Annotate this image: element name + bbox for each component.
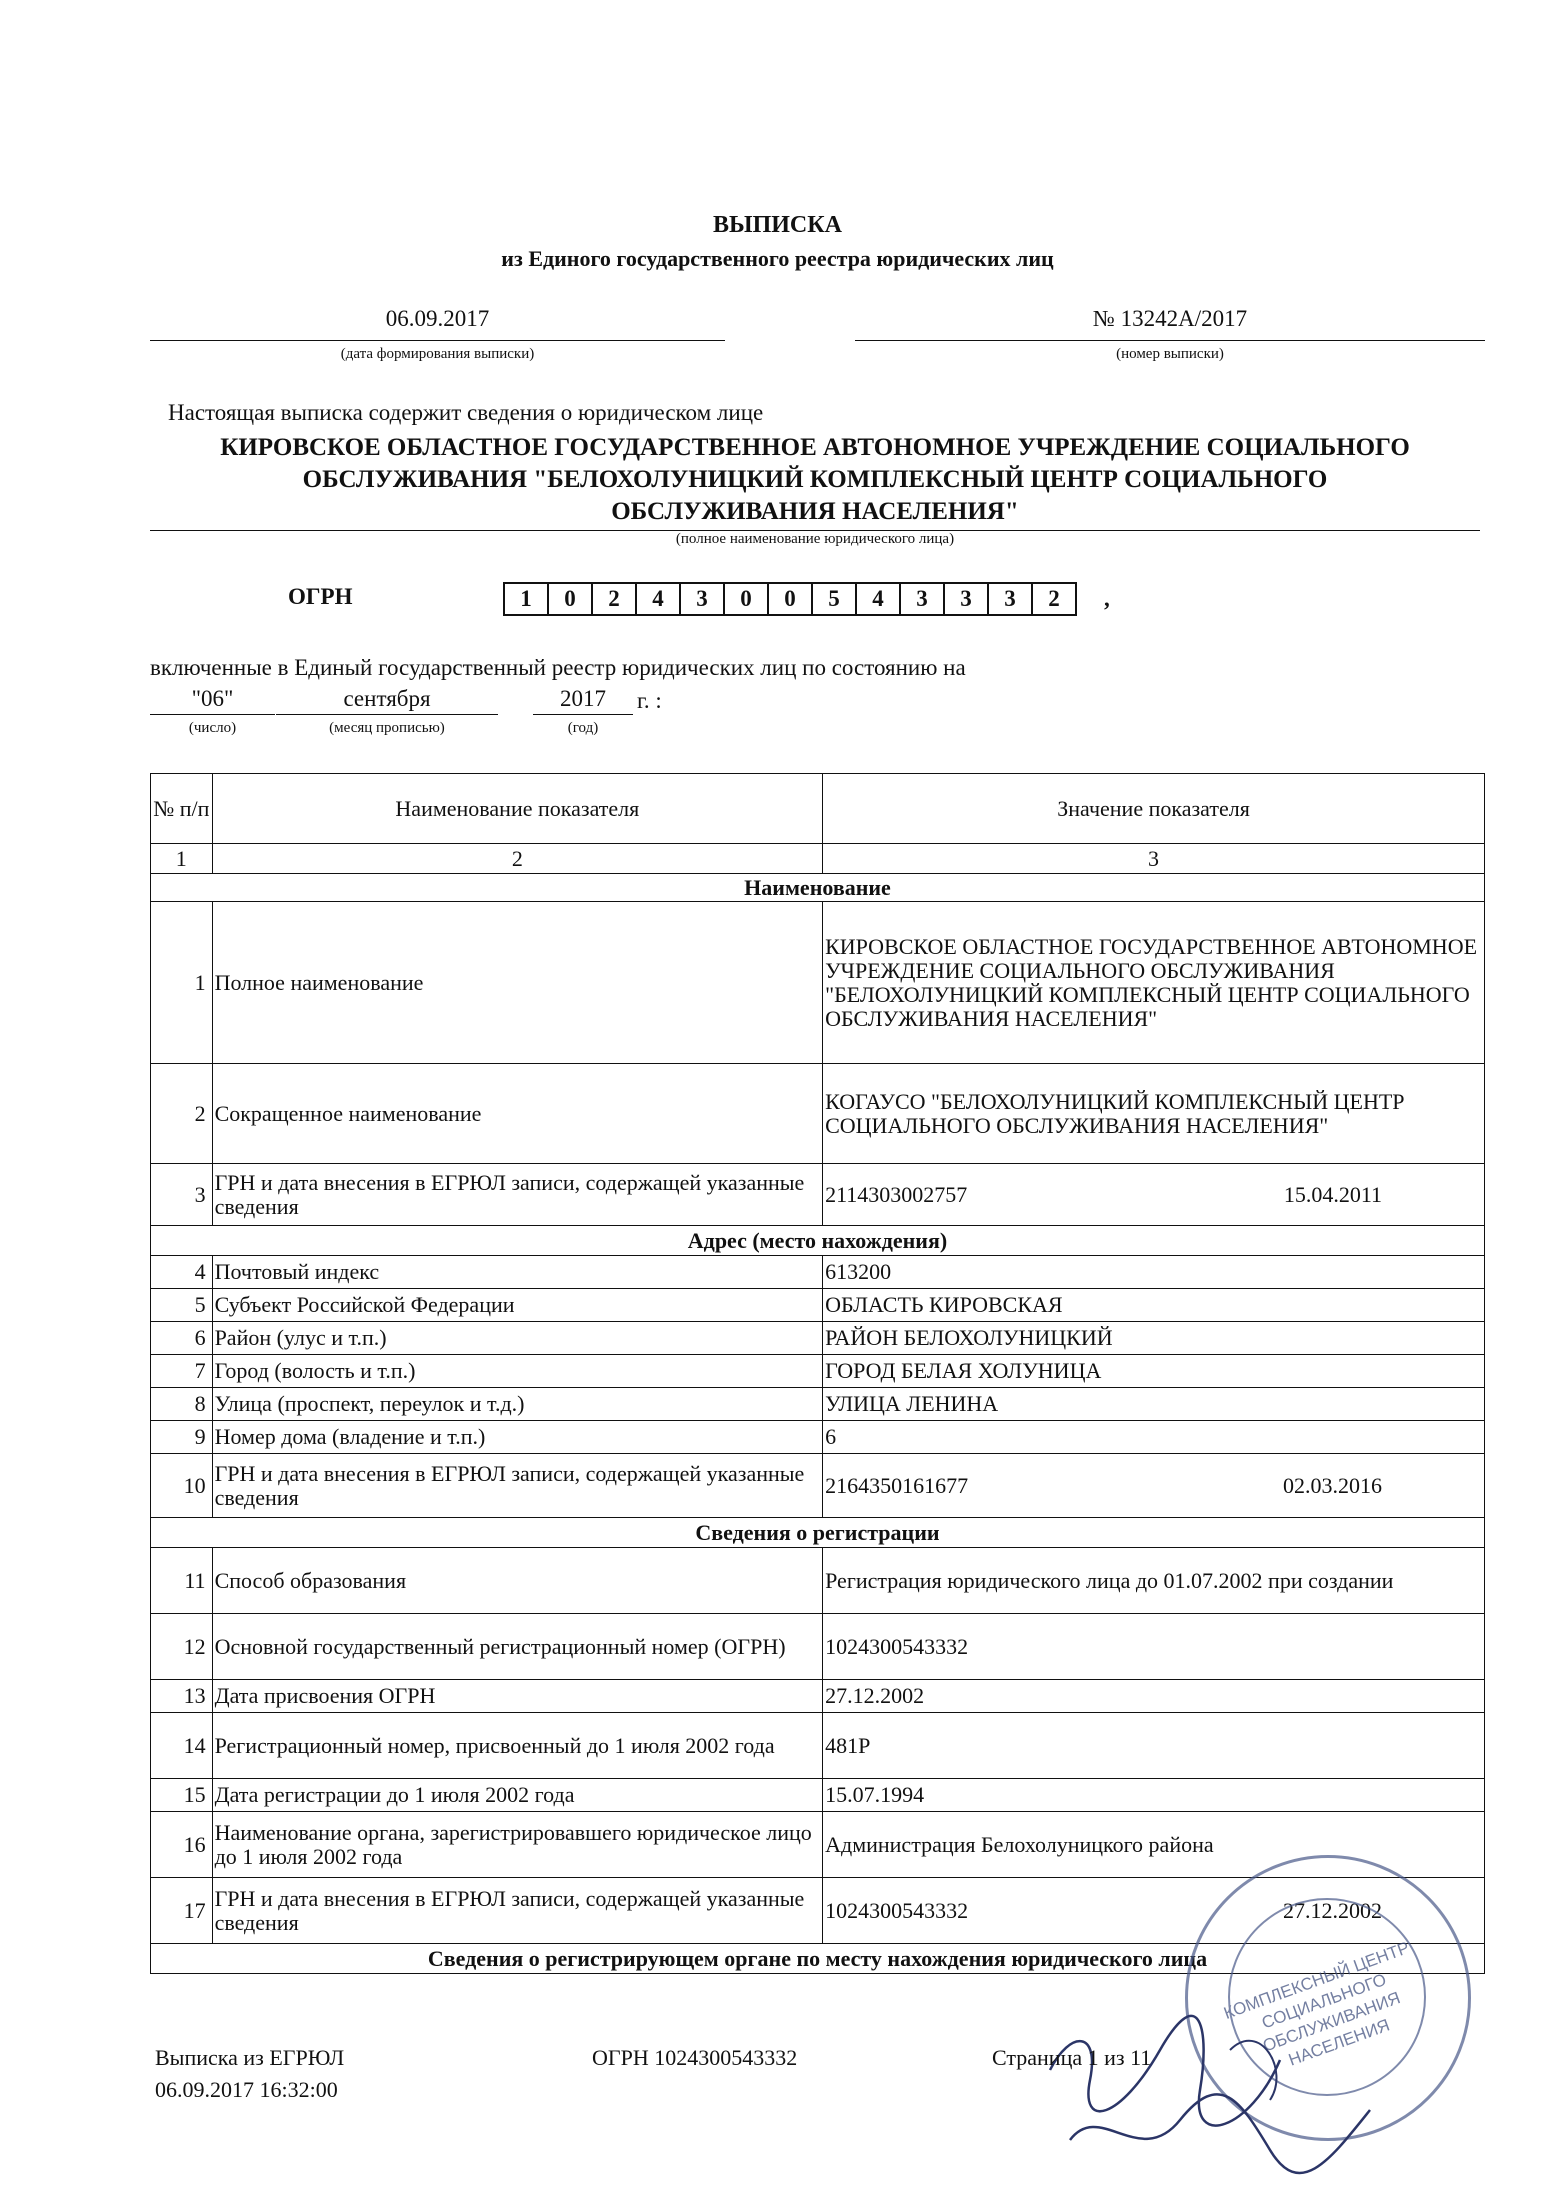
row-number: 13	[151, 1680, 213, 1713]
row-name: Наименование органа, зарегистрировавшего юридическое лицо до 1 июля 2002 года	[212, 1812, 823, 1878]
ogrn-digit-cells	[505, 582, 1077, 616]
row-name: Регистрационный номер, присвоенный до 1 июля 2002 года	[212, 1713, 823, 1779]
ogrn-digit: 0	[547, 582, 593, 616]
row-name: Дата присвоения ОГРН	[212, 1680, 823, 1713]
extract-number-caption: (номер выписки)	[1116, 346, 1224, 362]
state-month: сентября	[276, 686, 498, 715]
table-row	[151, 1421, 1485, 1454]
header-value: Значение показателя	[823, 774, 1485, 844]
table-row	[151, 1164, 1485, 1226]
row-number: 9	[151, 1421, 213, 1454]
table-row	[151, 1388, 1485, 1421]
section-title: Адрес (место нахождения)	[151, 1226, 1485, 1256]
ogrn-digit: 4	[635, 582, 681, 616]
org-line-3: ОБСЛУЖИВАНИЯ НАСЕЛЕНИЯ"	[611, 498, 1019, 525]
ogrn-digit: 2	[591, 582, 637, 616]
state-year: 2017	[533, 686, 633, 715]
row-number: 1	[151, 902, 213, 1064]
footer-left-line-1: Выписка из ЕГРЮЛ	[155, 2045, 345, 2070]
row-name: Дата регистрации до 1 июля 2002 года	[212, 1779, 823, 1812]
footer-left-line-2: 06.09.2017 16:32:00	[155, 2077, 338, 2102]
row-name: Почтовый индекс	[212, 1256, 823, 1289]
row-value: 1024300543332	[823, 1614, 1485, 1680]
extract-date-caption: (дата формирования выписки)	[340, 346, 535, 362]
table-header-row	[151, 774, 1485, 844]
table-row	[151, 1548, 1485, 1614]
document-subtitle: из Единого государственного реестра юридических лиц	[501, 246, 1054, 271]
section-title: Сведения о регистрации	[151, 1518, 1485, 1548]
org-line-1: КИРОВСКОЕ ОБЛАСТНОЕ ГОСУДАРСТВЕННОЕ АВТОНОМНОЕ УЧРЕЖДЕНИЕ СОЦИАЛЬНОГО	[220, 434, 1410, 461]
grn-number: 2114303002757	[825, 1181, 968, 1207]
row-name: Субъект Российской Федерации	[212, 1289, 823, 1322]
row-number: 2	[151, 1064, 213, 1164]
row-number: 8	[151, 1388, 213, 1421]
row-value-grn	[823, 1454, 1485, 1518]
row-name: Полное наименование	[212, 902, 823, 1064]
ogrn-digit: 0	[767, 582, 813, 616]
ogrn-comma: ,	[1104, 586, 1110, 611]
year-caption: (год)	[567, 720, 599, 736]
section-header	[151, 1518, 1485, 1548]
grn-date: 27.12.2002	[1283, 1897, 1382, 1923]
grn-number: 1024300543332	[825, 1897, 969, 1923]
row-number: 10	[151, 1454, 213, 1518]
row-value: 613200	[823, 1256, 1485, 1289]
table-row	[151, 1256, 1485, 1289]
table-row	[151, 1454, 1485, 1518]
month-caption: (месяц прописью)	[329, 720, 445, 736]
row-name: Улица (проспект, переулок и т.д.)	[212, 1388, 823, 1421]
row-value: 15.07.1994	[823, 1779, 1485, 1812]
row-name: Район (улус и т.п.)	[212, 1322, 823, 1355]
organization-full-name	[150, 432, 1480, 531]
row-value-grn	[823, 1164, 1485, 1226]
ogrn-digit: 3	[987, 582, 1033, 616]
day-caption: (число)	[188, 720, 237, 736]
row-number: 6	[151, 1322, 213, 1355]
row-value: Регистрация юридического лица до 01.07.2002 при создании	[823, 1548, 1485, 1614]
row-number: 16	[151, 1812, 213, 1878]
row-value: УЛИЦА ЛЕНИНА	[823, 1388, 1485, 1421]
org-name-caption: (полное наименование юридического лица)	[675, 531, 955, 547]
col-number-3: 3	[823, 844, 1485, 874]
grn-date: 02.03.2016	[1283, 1472, 1382, 1498]
row-name: ГРН и дата внесения в ЕГРЮЛ записи, содержащей указанные сведения	[212, 1878, 823, 1944]
state-text: включенные в Единый государственный реестр юридических лиц по состоянию на	[150, 655, 966, 680]
extract-date: 06.09.2017	[150, 306, 725, 341]
signature-icon	[1030, 2010, 1410, 2180]
grn-number: 2164350161677	[825, 1472, 969, 1498]
ogrn-digit: 3	[679, 582, 725, 616]
org-line-2: ОБСЛУЖИВАНИЯ "БЕЛОХОЛУНИЦКИЙ КОМПЛЕКСНЫЙ ЦЕНТР СОЦИАЛЬНОГО	[302, 466, 1328, 493]
table-row	[151, 1064, 1485, 1164]
row-number: 7	[151, 1355, 213, 1388]
ogrn-digit: 3	[943, 582, 989, 616]
col-number-1: 1	[151, 844, 213, 874]
row-value: РАЙОН БЕЛОХОЛУНИЦКИЙ	[823, 1322, 1485, 1355]
state-year-suffix: г. :	[637, 688, 662, 713]
ogrn-digit: 3	[899, 582, 945, 616]
footer-page-number: Страница 1 из 11	[992, 2045, 1152, 2070]
section-title: Наименование	[151, 874, 1485, 902]
section-header	[151, 874, 1485, 902]
row-name: Сокращенное наименование	[212, 1064, 823, 1164]
row-number: 17	[151, 1878, 213, 1944]
row-name: Основной государственный регистрационный номер (ОГРН)	[212, 1614, 823, 1680]
table-row	[151, 1680, 1485, 1713]
row-number: 4	[151, 1256, 213, 1289]
row-number: 14	[151, 1713, 213, 1779]
ogrn-digit: 2	[1031, 582, 1077, 616]
register-table	[150, 773, 1485, 1974]
section-header	[151, 1226, 1485, 1256]
row-number: 12	[151, 1614, 213, 1680]
row-value: ГОРОД БЕЛАЯ ХОЛУНИЦА	[823, 1355, 1485, 1388]
table-row	[151, 1779, 1485, 1812]
header-name: Наименование показателя	[212, 774, 823, 844]
row-value: ОБЛАСТЬ КИРОВСКАЯ	[823, 1289, 1485, 1322]
ogrn-digit: 4	[855, 582, 901, 616]
header-num: № п/п	[151, 774, 213, 844]
row-number: 11	[151, 1548, 213, 1614]
document-title: ВЫПИСКА	[713, 212, 842, 238]
stamp-text: КОМПЛЕКСНЫЙ ЦЕНТР СОЦИАЛЬНОГО ОБСЛУЖИВАНИЯ НАСЕЛЕНИЯ	[1221, 1938, 1412, 2070]
row-number: 3	[151, 1164, 213, 1226]
row-name: Номер дома (владение и т.п.)	[212, 1421, 823, 1454]
table-row	[151, 1713, 1485, 1779]
section-title: Сведения о регистрирующем органе по месту нахождения юридического лица	[151, 1944, 1485, 1974]
row-value: Администрация Белохолуницкого района	[823, 1812, 1485, 1878]
row-name: Способ образования	[212, 1548, 823, 1614]
column-number-row	[151, 844, 1485, 874]
row-value: КИРОВСКОЕ ОБЛАСТНОЕ ГОСУДАРСТВЕННОЕ АВТОНОМНОЕ УЧРЕЖДЕНИЕ СОЦИАЛЬНОГО ОБСЛУЖИВАНИЯ "БЕЛОХОЛУНИЦКИЙ КОМПЛЕКСНЫЙ ЦЕНТР СОЦИАЛЬНОГО ОБСЛУЖИВАНИЯ НАСЕЛЕНИЯ"	[823, 902, 1485, 1064]
ogrn-label: ОГРН	[288, 584, 353, 609]
ogrn-digit: 1	[503, 582, 549, 616]
footer-ogrn: ОГРН 1024300543332	[592, 2045, 798, 2070]
row-name: ГРН и дата внесения в ЕГРЮЛ записи, содержащей указанные сведения	[212, 1454, 823, 1518]
row-value: КОГАУСО "БЕЛОХОЛУНИЦКИЙ КОМПЛЕКСНЫЙ ЦЕНТР СОЦИАЛЬНОГО ОБСЛУЖИВАНИЯ НАСЕЛЕНИЯ"	[823, 1064, 1485, 1164]
ogrn-digit: 5	[811, 582, 857, 616]
row-name: ГРН и дата внесения в ЕГРЮЛ записи, содержащей указанные сведения	[212, 1164, 823, 1226]
row-number: 15	[151, 1779, 213, 1812]
table-row	[151, 1355, 1485, 1388]
row-value: 481Р	[823, 1713, 1485, 1779]
col-number-2: 2	[212, 844, 823, 874]
extract-number: № 13242А/2017	[855, 306, 1485, 341]
table-row	[151, 1289, 1485, 1322]
table-row	[151, 1614, 1485, 1680]
row-name: Город (волость и т.п.)	[212, 1355, 823, 1388]
row-number: 5	[151, 1289, 213, 1322]
ogrn-digit: 0	[723, 582, 769, 616]
state-day: "06"	[150, 686, 275, 715]
intro-text: Настоящая выписка содержит сведения о юридическом лице	[168, 400, 764, 425]
table-row	[151, 1322, 1485, 1355]
table-row	[151, 902, 1485, 1064]
grn-date: 15.04.2011	[1283, 1181, 1382, 1207]
row-value: 6	[823, 1421, 1485, 1454]
row-value: 27.12.2002	[823, 1680, 1485, 1713]
